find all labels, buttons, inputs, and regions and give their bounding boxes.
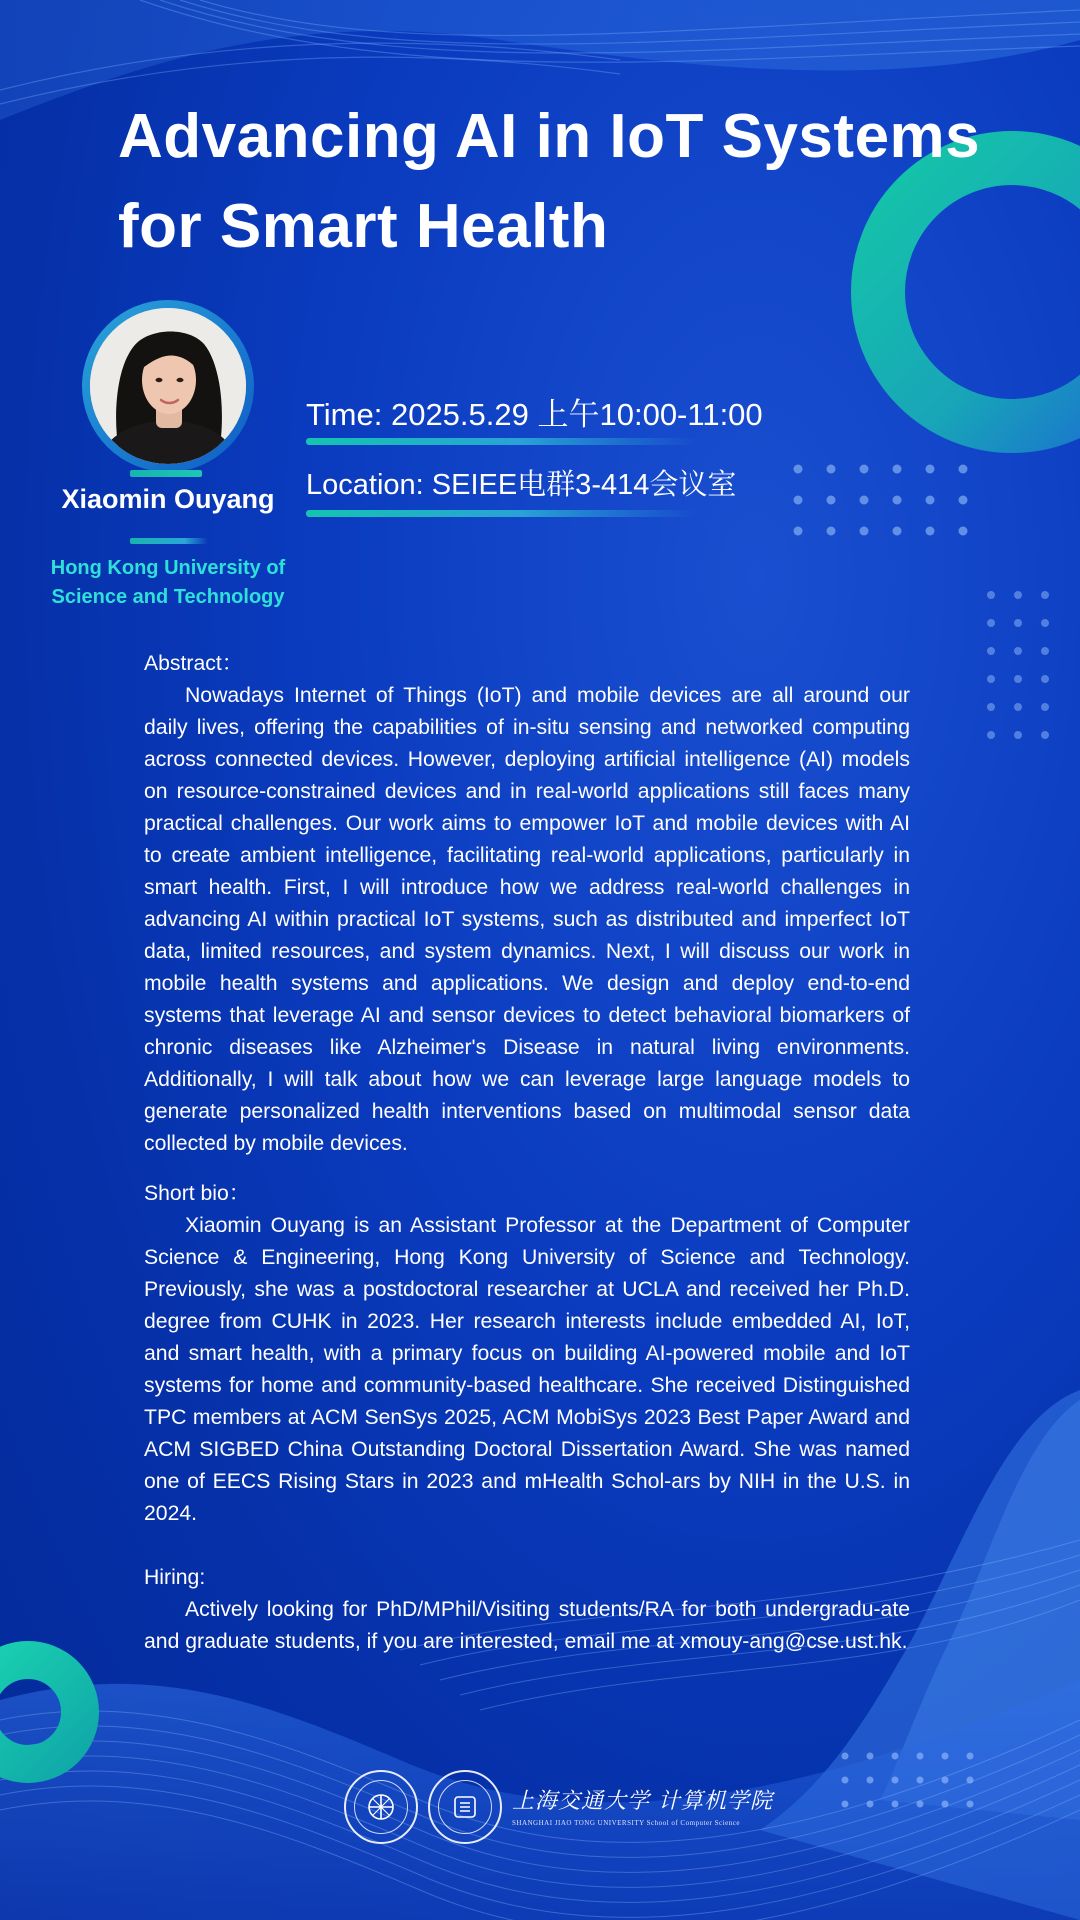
school-logo-text: [512, 1784, 773, 1827]
school-logo-main: 上海交通大学 计算机学院: [512, 1789, 773, 1814]
speaker-photo: [90, 308, 246, 464]
poster-body: [144, 648, 910, 1658]
location-accent-bar: [306, 510, 696, 517]
sjtu-seal-icon: [344, 1770, 418, 1844]
bio-text: Xiaomin Ouyang is an Assistant Professor at the Department of Computer Science & Engineering, Hong Kong University of Science and Technology. Previously, she was a postdoctoral researcher at UCLA and received her Ph.D. degree from CUHK in 2023. Her research interests include embedded AI, IoT, and smart health, with a primary focus on building AI-powered mobile and IoT systems for home and community-based healthcare. She received Distinguished TPC members at ACM SenSys 2025, ACM MobiSys 2023 Best Paper Award and ACM SIGBED China Outstanding Doctoral Dissertation Award. She was named one of EECS Rising Stars in 2023 and mHealth Schol-ars by NIH in the U.S. in 2024.: [144, 1214, 910, 1525]
speaker-avatar-ring: [82, 300, 254, 472]
abstract-heading: Abstract：: [144, 652, 243, 675]
speaker-name: Xiaomin Ouyang: [61, 484, 275, 514]
event-location: Location: SEIEE电群3-414会议室: [306, 469, 737, 501]
affiliation-line-1: Hong Kong University of: [50, 557, 286, 579]
avatar-accent-bar: [130, 470, 202, 477]
hiring-heading: Hiring:: [144, 1566, 206, 1589]
hiring-text: Actively looking for PhD/MPhil/Visiting students/RA for both undergradu-ate and graduate students, if you are interested, email me at xmouy-ang@cse.ust.hk.: [144, 1598, 910, 1653]
poster-title-line-1: Advancing AI in IoT Systems: [118, 102, 981, 171]
event-time: Time: 2025.5.29 上午10:00-11:00: [306, 397, 763, 432]
speaker-affiliation: [20, 554, 316, 612]
university-logos: [344, 1770, 773, 1848]
name-accent-bar: [130, 538, 208, 544]
time-accent-bar: [306, 438, 696, 445]
abstract-text: Nowadays Internet of Things (IoT) and mobile devices are all around our daily lives, offering the capabilities of in-situ sensing and networked computing across connected devices. However, deploying artificial intelligence (AI) models on resource-constrained devices and in real-world applications still faces many practical challenges. Our work aims to empower IoT and mobile devices with AI to create ambient intelligence, facilitating real-world applications, particularly in smart health. First, I will introduce how we address real-world challenges in advancing AI within practical IoT systems, such as distributed and imperfect IoT data, limited resources, and system dynamics. Next, I will discuss our work in mobile health systems and applications. We design and deploy end-to-end systems that leverage AI and sensor devices to detect behavioral biomarkers of chronic diseases like Alzheimer's Disease in natural living environments. Additionally, I will talk about how we can leverage large language models to generate personalized health interventions based on multimodal sensor data collected by mobile devices.: [144, 684, 910, 1155]
school-seal-icon: [428, 1770, 502, 1844]
bio-heading: Short bio：: [144, 1182, 250, 1205]
poster-title-line-2: for Smart Health: [118, 192, 609, 261]
poster-title: [118, 92, 998, 272]
affiliation-line-2: Science and Technology: [51, 586, 285, 608]
school-logo-sub: SHANGHAI JIAO TONG UNIVERSITY School of Computer Science: [512, 1819, 740, 1827]
